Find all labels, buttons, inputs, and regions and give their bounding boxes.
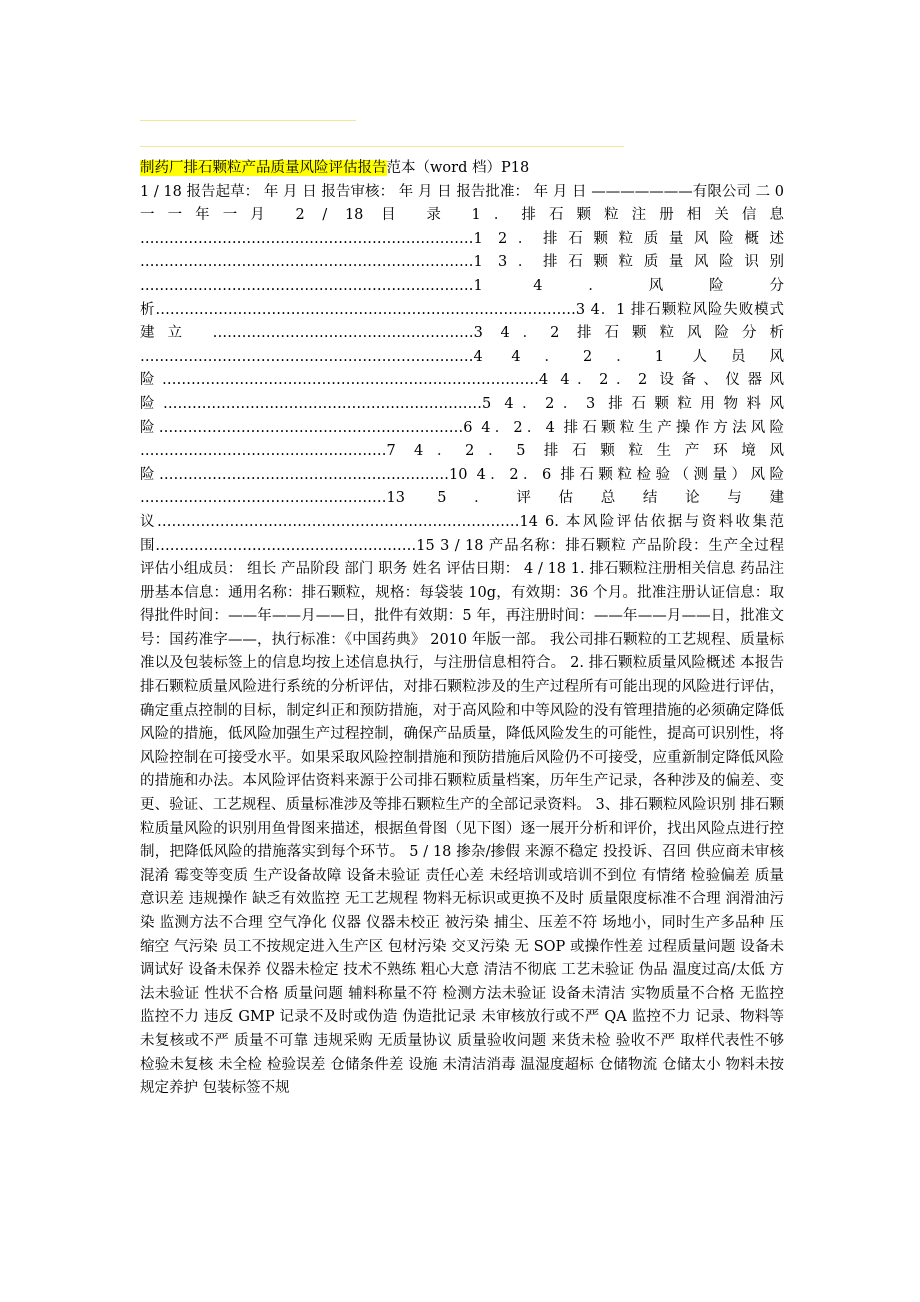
document-body (140, 157, 784, 1101)
header-rule-short (140, 120, 356, 121)
title-highlight: 制药厂排石颗粒产品质量风险评估报告 (140, 160, 387, 176)
document-title (140, 157, 784, 181)
title-suffix: 范本（word 档）P18 (386, 160, 530, 176)
document-text: 1 / 18 报告起草： 年 月 日 报告审核： 年 月 日 报告批准： 年 月 日 ———————有限公司 二 0 一一年一月 2 / 18 目 录 1．排石颗粒注册相关信息 ……………………………………………………………1 2．排石颗粒质量风险概述 ……………………………………………………………1 3．排石颗粒质量风险识别 ……………………………………………………………1 4．风险分析……………………………………………………………………………3 4．1 排石颗粒风险失败模式建立 ………………………………………………3 4．2 排石颗粒风险分析 ……………………………………………………………4 4．2．1 人员风险……………………………………………………………………4 4．2．2 设备、仪器风险…………………………………………………………5 4．2．3 排石颗粒用物料风险………………………………………………………6 4．2．4 排石颗粒生产操作方法风险 ……………………………………………7 4．2．5 排石颗粒生产环境风险……………………………………………………10 4．2．6 排石颗粒检验（测量）风险 ……………………………………………13 5．评估总结论与建议…………………………………………………………………14 6. 本风险评估依据与资料收集范围………………………………………………15 3 / 18 产品名称：排石颗粒 产品阶段：生产全过程 评估小组成员： 组长 产品阶段 部门 职务 姓名 评估日期： 4 / 18 1. 排石颗粒注册相关信息 药品注册基本信息：通用名称：排石颗粒，规格：每袋装 10g，有效期：36 个月。批准注册认证信息：取得批件时间：——年——月——日，批件有效期：5 年，再注册时间：——年——月——日，批准文号：国药准字——，执行标准：《中国药典》 2010 年版一部。 我公司排石颗粒的工艺规程、质量标准以及包装标签上的信息均按上述信息执行，与注册信息相符合。 2. 排石颗粒质量风险概述 本报告排石颗粒质量风险进行系统的分析评估，对排石颗粒涉及的生产过程所有可能出现的风险进行评估，确定重点控制的目标，制定纠正和预防措施，对于高风险和中等风险的没有管理措施的必须确定降低风险的措施，低风险加强生产过程控制，确保产品质量，降低风险发生的可能性，提高可识别性，将风险控制在可接受水平。如果采取风险控制措施和预防措施后风险仍不可接受，应重新制定降低风险的措施和办法。本风险评估资料来源于公司排石颗粒质量档案，历年生产记录，各种涉及的偏差、变更、验证、工艺规程、质量标准涉及等排石颗粒生产的全部记录资料。 3、排石颗粒风险识别 排石颗粒质量风险的识别用鱼骨图来描述，根据鱼骨图（见下图）逐一展开分析和评价，找出风险点进行控制，把降低风险的措施落实到每个环节。 5 / 18 掺杂/掺假 来源不稳定 投投诉、召回 供应商未审核 混淆 霉变等变质 生产设备故障 设备未验证 责任心差 未经培训或培训不到位 有情绪 检验偏差 质量意识差 违规操作 缺乏有效监控 无工艺规程 物料无标识或更换不及时 质量限度标准不合理 润滑油污染 监测方法不合理 空气净化 仪器 仪器未校正 被污染 捕尘、压差不符 场地小，同时生产多品种 压缩空 气污染 员工不按规定进入生产区 包材污染 交叉污染 无 SOP 或操作性差 过程质量问题 设备未调试好 设备未保养 仪器未检定 技术不熟练 粗心大意 清洁不彻底 工艺未验证 伪品 温度过高/太低 方法未验证 性状不合格 质量问题 辅料称量不符 检测方法未验证 设备未清洁 实物质量不合格 无监控 监控不力 违反 GMP 记录不及时或伪造 伪造批记录 未审核放行或不严 QA 监控不力 记录、物料等未复核或不严 质量不可靠 违规采购 无质量协议 质量验收问题 来货未检 验收不严 取样代表性不够 检验未复核 未全检 检验误差 仓储条件差 设施 未清洁消毒 温湿度超标 仓储物流 仓储太小 物料未按规定养护 包装标签不规 (140, 183, 784, 1097)
header-rule-long (140, 146, 624, 147)
